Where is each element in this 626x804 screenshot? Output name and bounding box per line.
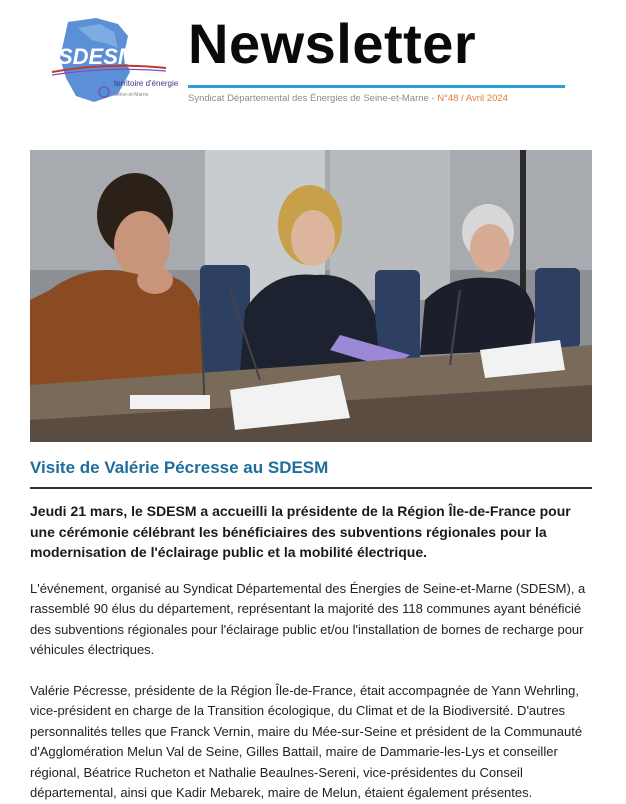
article-paragraph-2: Valérie Pécresse, présidente de la Région Île-de-France, était accompagnée de Yann Wehrling, vice-président en charge de la Transition écologique, du Climat et de la Biodiversité. D'autres personnalités telles que Franck Vernin, maire du Mée-sur-Seine et président de la Communauté d'Agglomération Melun Val de Seine, Gilles Battail, maire de Dammarie-les-Lys et conseiller régional, Béatrice Rucheton et Nathalie Beaulnes-Sereni, vice-présidentes du Conseil départemental, ainsi que Kadir Mebarek, maire de Melun, étaient également présentes. bbox=[30, 683, 583, 801]
logo-tagline: territoire d'énergie bbox=[114, 79, 178, 88]
article-paragraph-1: L'événement, organisé au Syndicat Départemental des Énergies de Seine-et-Marne (SDESM), a rassemblé 90 élus du département, représentant la majorité des 118 communes ayant bénéficié des subventions régionales pour l'éclairage public et/ou l'installation de bornes de recharge pour véhicules électriques. bbox=[30, 581, 586, 658]
logo-subtagline: Seine-et-Marne bbox=[114, 92, 149, 98]
subtitle-org: Syndicat Départemental des Énergies de Seine-et-Marne - bbox=[188, 93, 438, 104]
article-lead: Jeudi 21 mars, le SDESM a accueilli la présidente de la Région Île-de-France pour une cérémonie célébrant les bénéficiaires des subventions régionales pour la modernisation de l'éclairage public et la mobilité électrique. bbox=[30, 503, 571, 560]
event-photo bbox=[30, 150, 592, 442]
article-title: Visite de Valérie Pécresse au SDESM bbox=[30, 458, 329, 477]
sdesm-logo[interactable] bbox=[48, 14, 178, 109]
logo-text: SDESM bbox=[58, 44, 137, 69]
newsletter-subtitle bbox=[188, 93, 508, 104]
title-divider bbox=[188, 85, 565, 88]
issue-number: N°48 / Avril 2024 bbox=[437, 93, 508, 104]
page-title: Newsletter bbox=[188, 12, 477, 75]
newsletter-header bbox=[0, 0, 626, 140]
article-divider bbox=[30, 487, 592, 489]
